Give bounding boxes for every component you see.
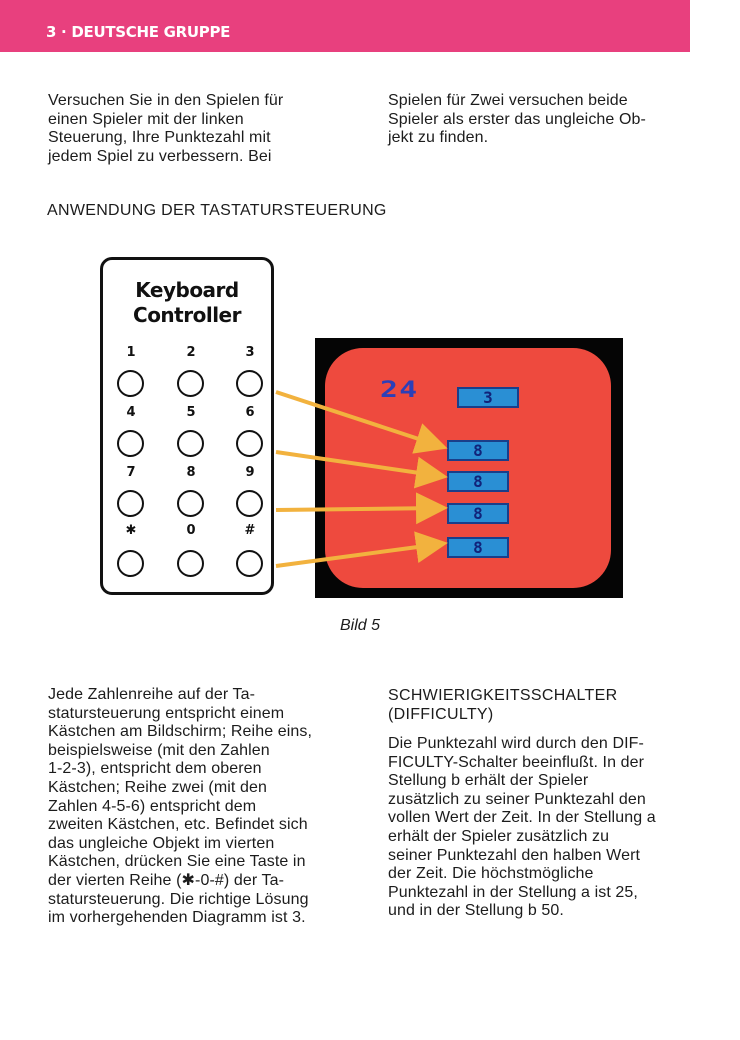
arrow-row-1 <box>276 392 440 446</box>
arrow-row-3 <box>276 508 440 510</box>
key-label-1: 1 <box>126 345 136 360</box>
screen-box-top: 3 <box>457 387 519 408</box>
key-label-4: 4 <box>126 405 136 420</box>
section-label: 3 · DEUTSCHE GRUPPE <box>46 23 231 41</box>
screen-box-row-3: 8 <box>447 503 509 524</box>
key-label-3: 3 <box>245 345 255 360</box>
screen-box-row-4: 8 <box>447 537 509 558</box>
arrow-row-2 <box>276 452 440 476</box>
key-label-hash: # <box>244 523 256 538</box>
key-label-7: 7 <box>126 465 136 480</box>
screen-box-row-2: 8 <box>447 471 509 492</box>
key-label-2: 2 <box>186 345 196 360</box>
difficulty-text: Die Punktezahl wird durch den DIF- FICULTY-Schalter beeinflußt. In der Stellung b erhält der Spieler zusätzlich zu seiner Punktezahl den vollen Wert der Zeit. In der Stellung a erhält der Spieler zusätzlich zu seiner Punktezahl den halben Wert der Zeit. Die höchstmögliche Punktezahl in der Stellung a ist 25, und in der Stellung b 50. <box>388 735 656 920</box>
body-left-text: Jede Zahlenreihe auf der Ta- statursteuerung entspricht einem Kästchen am Bildschirm; Reihe eins, beispielsweise (mit den Zahlen 1-2-3), entspricht dem oberen Kästchen; Reihe zwei (mit den Zahlen 4-5-6) entspricht dem zweiten Kästchen, etc. Befindet sich das ungleiche Objekt im vierten Kästchen, drücken Sie eine Taste in der vierten Reihe (✱-0-#) der Ta- statursteuerung. Die richtige Lösung im vorhergehenden Diagramm ist 3. <box>48 686 313 927</box>
key-label-8: 8 <box>186 465 196 480</box>
controller-title: Keyboard Controller <box>133 278 241 327</box>
key-label-0: 0 <box>186 523 196 538</box>
intro-left-text: Versuchen Sie in den Spielen für einen Spieler mit der linken Steuerung, Ihre Punktezahl mit jedem Spiel zu verbessern. Bei <box>48 92 284 165</box>
key-label-star: ✱ <box>125 523 137 538</box>
screen-score: 24 <box>380 378 419 403</box>
difficulty-heading: SCHWIERIGKEITSSCHALTER (DIFFICULTY) <box>388 687 618 723</box>
key-label-9: 9 <box>245 465 255 480</box>
screen-box-row-1: 8 <box>447 440 509 461</box>
key-label-6: 6 <box>245 405 255 420</box>
figure-caption: Bild 5 <box>340 617 381 634</box>
key-label-5: 5 <box>186 405 196 420</box>
section-heading: ANWENDUNG DER TASTATURSTEUERUNG <box>47 202 387 219</box>
intro-right-text: Spielen für Zwei versuchen beide Spieler als erster das ungleiche Ob- jekt zu finden. <box>388 92 646 147</box>
arrow-row-4 <box>276 544 440 566</box>
